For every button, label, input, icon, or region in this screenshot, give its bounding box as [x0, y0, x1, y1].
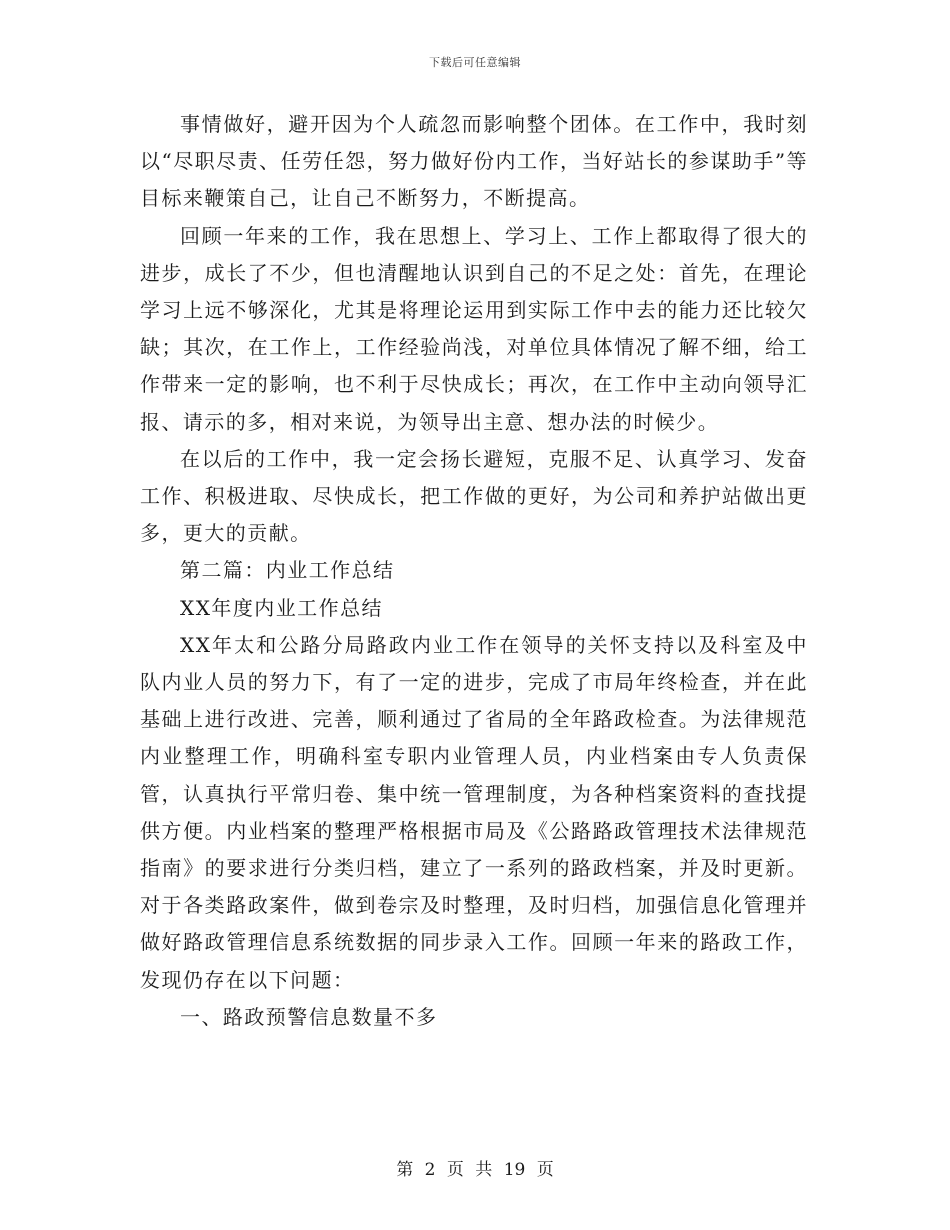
document-body [140, 106, 808, 1036]
page-footer: 第 2 页 共 19 页 [396, 1160, 554, 1180]
paragraph-1: 事情做好，避开因为个人疏忽而影响整个团体。在工作中，我时刻以“尽职尽责、任劳任怨，努力做好份内工作，当好站长的参谋助手”等目标来鞭策自己，让自己不断努力，不断提高。 [140, 112, 808, 211]
paragraph-4: XX年太和公路分局路政内业工作在领导的关怀支持以及科室及中队内业人员的努力下，有了一定的进步，完成了市局年终检查，并在此基础上进行改进、完善，顺利通过了省局的全年路政检查。为法律规范内业整理工作，明确科室专职内业管理人员，内业档案由专人负责保管，认真执行平常归卷、集中统一管理制度，为各种档案资料的查找提供方便。内业档案的整理严格根据市局及《公路路政管理技术法律规范指南》的要求进行分类归档，建立了一系列的路政档案，并及时更新。对于各类路政案件，做到卷宗及时整理，及时归档，加强信息化管理并做好路政管理信息系统数据的同步录入工作。回顾一年来的路政工作，发现仍存在以下问题： [140, 632, 808, 992]
page-header: 下载后可任意编辑 [429, 56, 521, 69]
section-heading: 第二篇：内业工作总结 [180, 558, 395, 583]
paragraph-3: 在以后的工作中，我一定会扬长避短，克服不足、认真学习、发奋工作、积极进取、尽快成长，把工作做的更好，为公司和养护站做出更多，更大的贡献。 [140, 446, 808, 546]
paragraph-2: 回顾一年来的工作，我在思想上、学习上、工作上都取得了很大的进步，成长了不少，但也清醒地认识到自己的不足之处：首先，在理论学习上远不够深化，尤其是将理论运用到实际工作中去的能力还比较欠缺；其次，在工作上，工作经验尚浅，对单位具体情况了解不细，给工作带来一定的影响，也不利于尽快成长；再次，在工作中主动向领导汇报、请示的多，相对来说，为领导出主意、想办法的时候少。 [140, 223, 808, 434]
subsection-heading: XX年度内业工作总结 [180, 595, 383, 620]
list-heading: 一、路政预警信息数量不多 [180, 1004, 438, 1029]
